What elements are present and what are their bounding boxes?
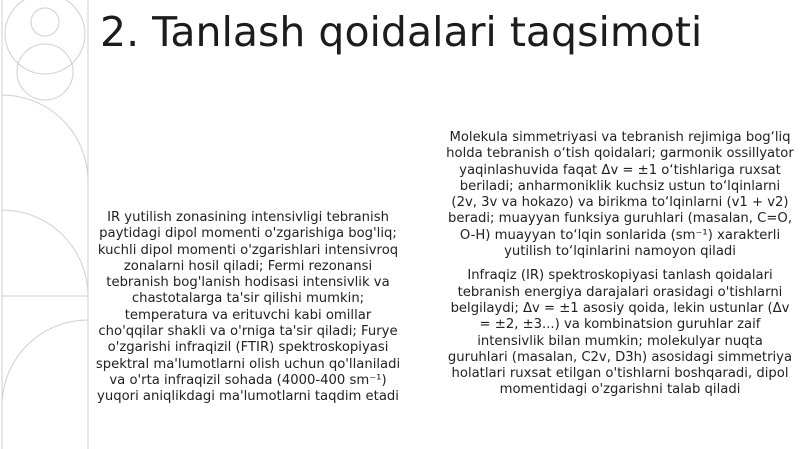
right-text-column (446, 130, 794, 399)
slide-title: 2. Tanlash qoidalari taqsimoti (100, 8, 703, 56)
decor-circle-middle (17, 44, 73, 100)
decor-circle-top-large (5, 0, 85, 74)
right-paragraph-1: Molekula simmetriyasi va tebranish rejimiga bog‘liq holda tebranish o‘tish qoidalari; garmonik ossillyator yaqinlashuvida faqat Δv = ±1 o‘tishlariga ruxsat beriladi; anharmoniklik kuchsiz ustun to‘lqinlarni (2v, 3v va hokazo) va birikma to‘lqinlarni (v1 + v2) beradi; muayyan funksiya guruhlari (masalan, C=O, O-H) muayyan to‘lqin sonlarida (sm⁻¹) xarakterli yutilish to‘lqinlarini namoyon qiladi (446, 130, 794, 260)
left-text-column (92, 210, 404, 406)
decor-circle-top-small (31, 8, 59, 36)
decor-arc-bottom (2, 320, 88, 406)
decor-arc-upper (2, 95, 88, 181)
decor-arc-lower (2, 210, 88, 296)
decorative-line-art (0, 0, 90, 449)
right-paragraph-2: Infraqiz (IR) spektroskopiyasi tanlash qoidalari tebranish energiya darajalari orasidagi o'tishlarni belgilaydi; Δv = ±1 asosiy qoida, lekin ustunlar (Δv = ±2, ±3...) va kombinatsion guruhlar zaif intensivlik bilan mumkin; molekulyar nuqta guruhlari (masalan, C2v, D3h) asosidagi simmetriya holatlari ruxsat etilgan o'tishlarni boshqaradi, dipol momentidagi o'zgarishni talab qiladi (447, 268, 793, 398)
left-paragraph: IR yutilish zonasining intensivligi tebranish paytidagi dipol momenti o'zgarishiga bog'liq; kuchli dipol momenti o'zgarishlari intensivroq zonalarni hosil qiladi; Fermi rezonansi tebranish bog'lanish hodisasi intensivlik va chastotalarga ta'sir qilishi mumkin; temperatura va erituvchi kabi omillar cho'qqilar shakli va o'rniga ta'sir qiladi; Furye o'zgarishi infraqizil (FTIR) spektroskopiyasi spektral ma'lumotlarni olish uchun qo'llaniladi va o'rta infraqizil sohada (4000-400 sm⁻¹) yuqori aniqlikdagi ma'lumotlarni taqdim etadi (95, 210, 401, 405)
